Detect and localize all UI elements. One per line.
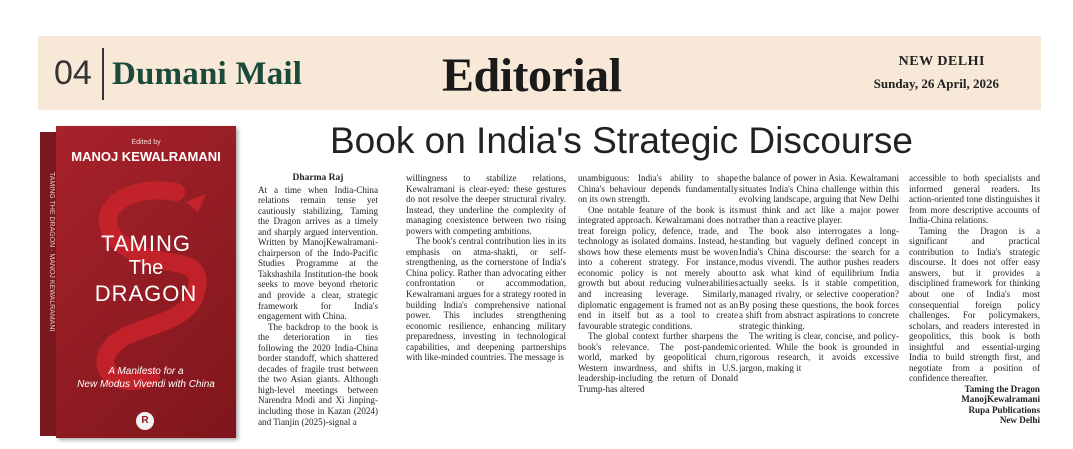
paragraph: The backdrop to the book is the deterioration in ties following the 2020 India-China border standoff, which shattered decades of fragile trust between the two Asian giants. Although high-level meetings between Narendra Modi and Xi Jinping-including those in Kazan (2024) and Tianjin (2025)-signal a xyxy=(258,321,378,427)
book-details-line: Taming the Dragon xyxy=(964,383,1040,394)
article-column-4 xyxy=(739,173,899,439)
paragraph: The writing is clear, concise, and policy-oriented. While the book is grounded in rigorous research, it avoids excessive jargon, making it xyxy=(739,331,899,373)
book-details-line: Rupa Publications xyxy=(968,404,1040,415)
paragraph: The book also interrogates a long-standing but vaguely defined concept in India's China discourse: the search for a modus vivendi. The author pushes readers to ask what kind of equilibrium India actually seeks. Is it stable competition, managed rivalry, or selective cooperation? By posing these questions, the book forces a shift from abstract aspirations to concrete strategic thinking. xyxy=(739,225,899,331)
book-spine-text: TAMING THE DRAGON · MANOJ KEWALRAMANI xyxy=(48,172,55,332)
section-title: Editorial xyxy=(442,49,622,102)
page-number: 04 xyxy=(54,54,92,92)
paragraph: Taming the Dragon is a significant and practical contribution to India's strategic discourse. It does not offer easy answers, but it provides a disciplined framework for thinking about one of India's most consequential foreign policy challenges. For policymakers, scholars, and readers interested in geopolitics, this book is both insightful and essential-urging India to build strength first, and negotiate from a position of confidence thereafter. xyxy=(909,225,1040,384)
paragraph: willingness to stabilize relations, Kewalramani is clear-eyed: these gestures do not resolve the deeper structural rivalry. Instead, they underline the complexity of managing coexistence between two rising powers with competing ambitions. xyxy=(406,173,566,236)
dateline-city: NEW DELHI xyxy=(898,54,985,69)
book-edited-by: Edited by xyxy=(131,139,161,146)
book-title-line1: TAMING xyxy=(101,231,191,256)
paragraph: unambiguous: India's ability to shape China's behaviour depends fundamentally on its own strength. xyxy=(578,173,738,205)
paragraph: accessible to both specialists and informed general readers. Its action-oriented tone distinguishes it from more descriptive accounts of India-China relations. xyxy=(909,173,1040,226)
paragraph: the balance of power in Asia. Kewalramani situates India's China challenge within this evolving landscape, arguing that New Delhi must think and act like a major power rather than a reactive player. xyxy=(739,173,899,226)
article-headline: Book on India's Strategic Discourse xyxy=(330,120,913,161)
book-cover-image xyxy=(40,126,236,438)
book-title-line3: DRAGON xyxy=(94,281,198,306)
article-column-1 xyxy=(258,173,378,439)
paragraph: At a time when India-China relations remain tense yet cautiously stabilizing, Taming the Dragon arrives as a timely and sharply argued intervention. Written by ManojKewalramani-chairperson of the Indo-Pacific Studies Programme at the Takshashila Institution-the book seeks to move beyond rhetoric and provide a clear, strategic framework for India's engagement with China. xyxy=(258,184,378,322)
book-author: MANOJ KEWALRAMANI xyxy=(71,149,221,164)
paragraph: The book's central contribution lies in its emphasis on atma-shakti, or self-strengthening, as the cornerstone of India's China policy. Rather than advocating either confrontation or accommodation, Kewalramani argues for a strategy rooted in building India's comprehensive national power. This includes strengthening economic resilience, enhancing military preparedness, investing in technological capabilities, and deepening partnerships with like-minded countries. The message is xyxy=(406,236,566,363)
publisher-logo-icon: R xyxy=(136,412,154,430)
book-subtitle-line2: New Modus Vivendi with China xyxy=(77,379,215,390)
newspaper-name: Dumani Mail xyxy=(112,56,303,92)
book-details-line: ManojKewalramani xyxy=(961,394,1040,405)
article-column-5 xyxy=(909,173,1040,439)
masthead-divider xyxy=(102,48,104,100)
article-byline: Dharma Raj xyxy=(292,173,344,183)
book-title-line2: The xyxy=(128,257,164,279)
article-column-3 xyxy=(578,173,738,439)
book-details-line: New Delhi xyxy=(999,415,1040,426)
book-front-cover xyxy=(56,126,236,438)
book-subtitle-line1: A Manifesto for a xyxy=(108,366,184,377)
paragraph: One notable feature of the book is its integrated approach. Kewalramani does not treat foreign policy, defence, trade, and technology as isolated domains. Instead, he shows how these elements must be woven into a coherent strategy. For instance, economic policy is not merely about growth but about reducing vulnerabilities and increasing leverage. Similarly, diplomatic engagement is framed not as an end in itself but as a tool to create favourable strategic conditions. xyxy=(578,204,738,331)
paragraph: The global context further sharpens the book's relevance. The post-pandemic world, marked by geopolitical churn, Western inwardness, and shifts in U.S. leadership-including the return of Donald Trump-has altered xyxy=(578,331,738,394)
dateline-date: Sunday, 26 April, 2026 xyxy=(873,76,999,91)
masthead xyxy=(38,36,1041,110)
article-column-2 xyxy=(406,173,566,439)
